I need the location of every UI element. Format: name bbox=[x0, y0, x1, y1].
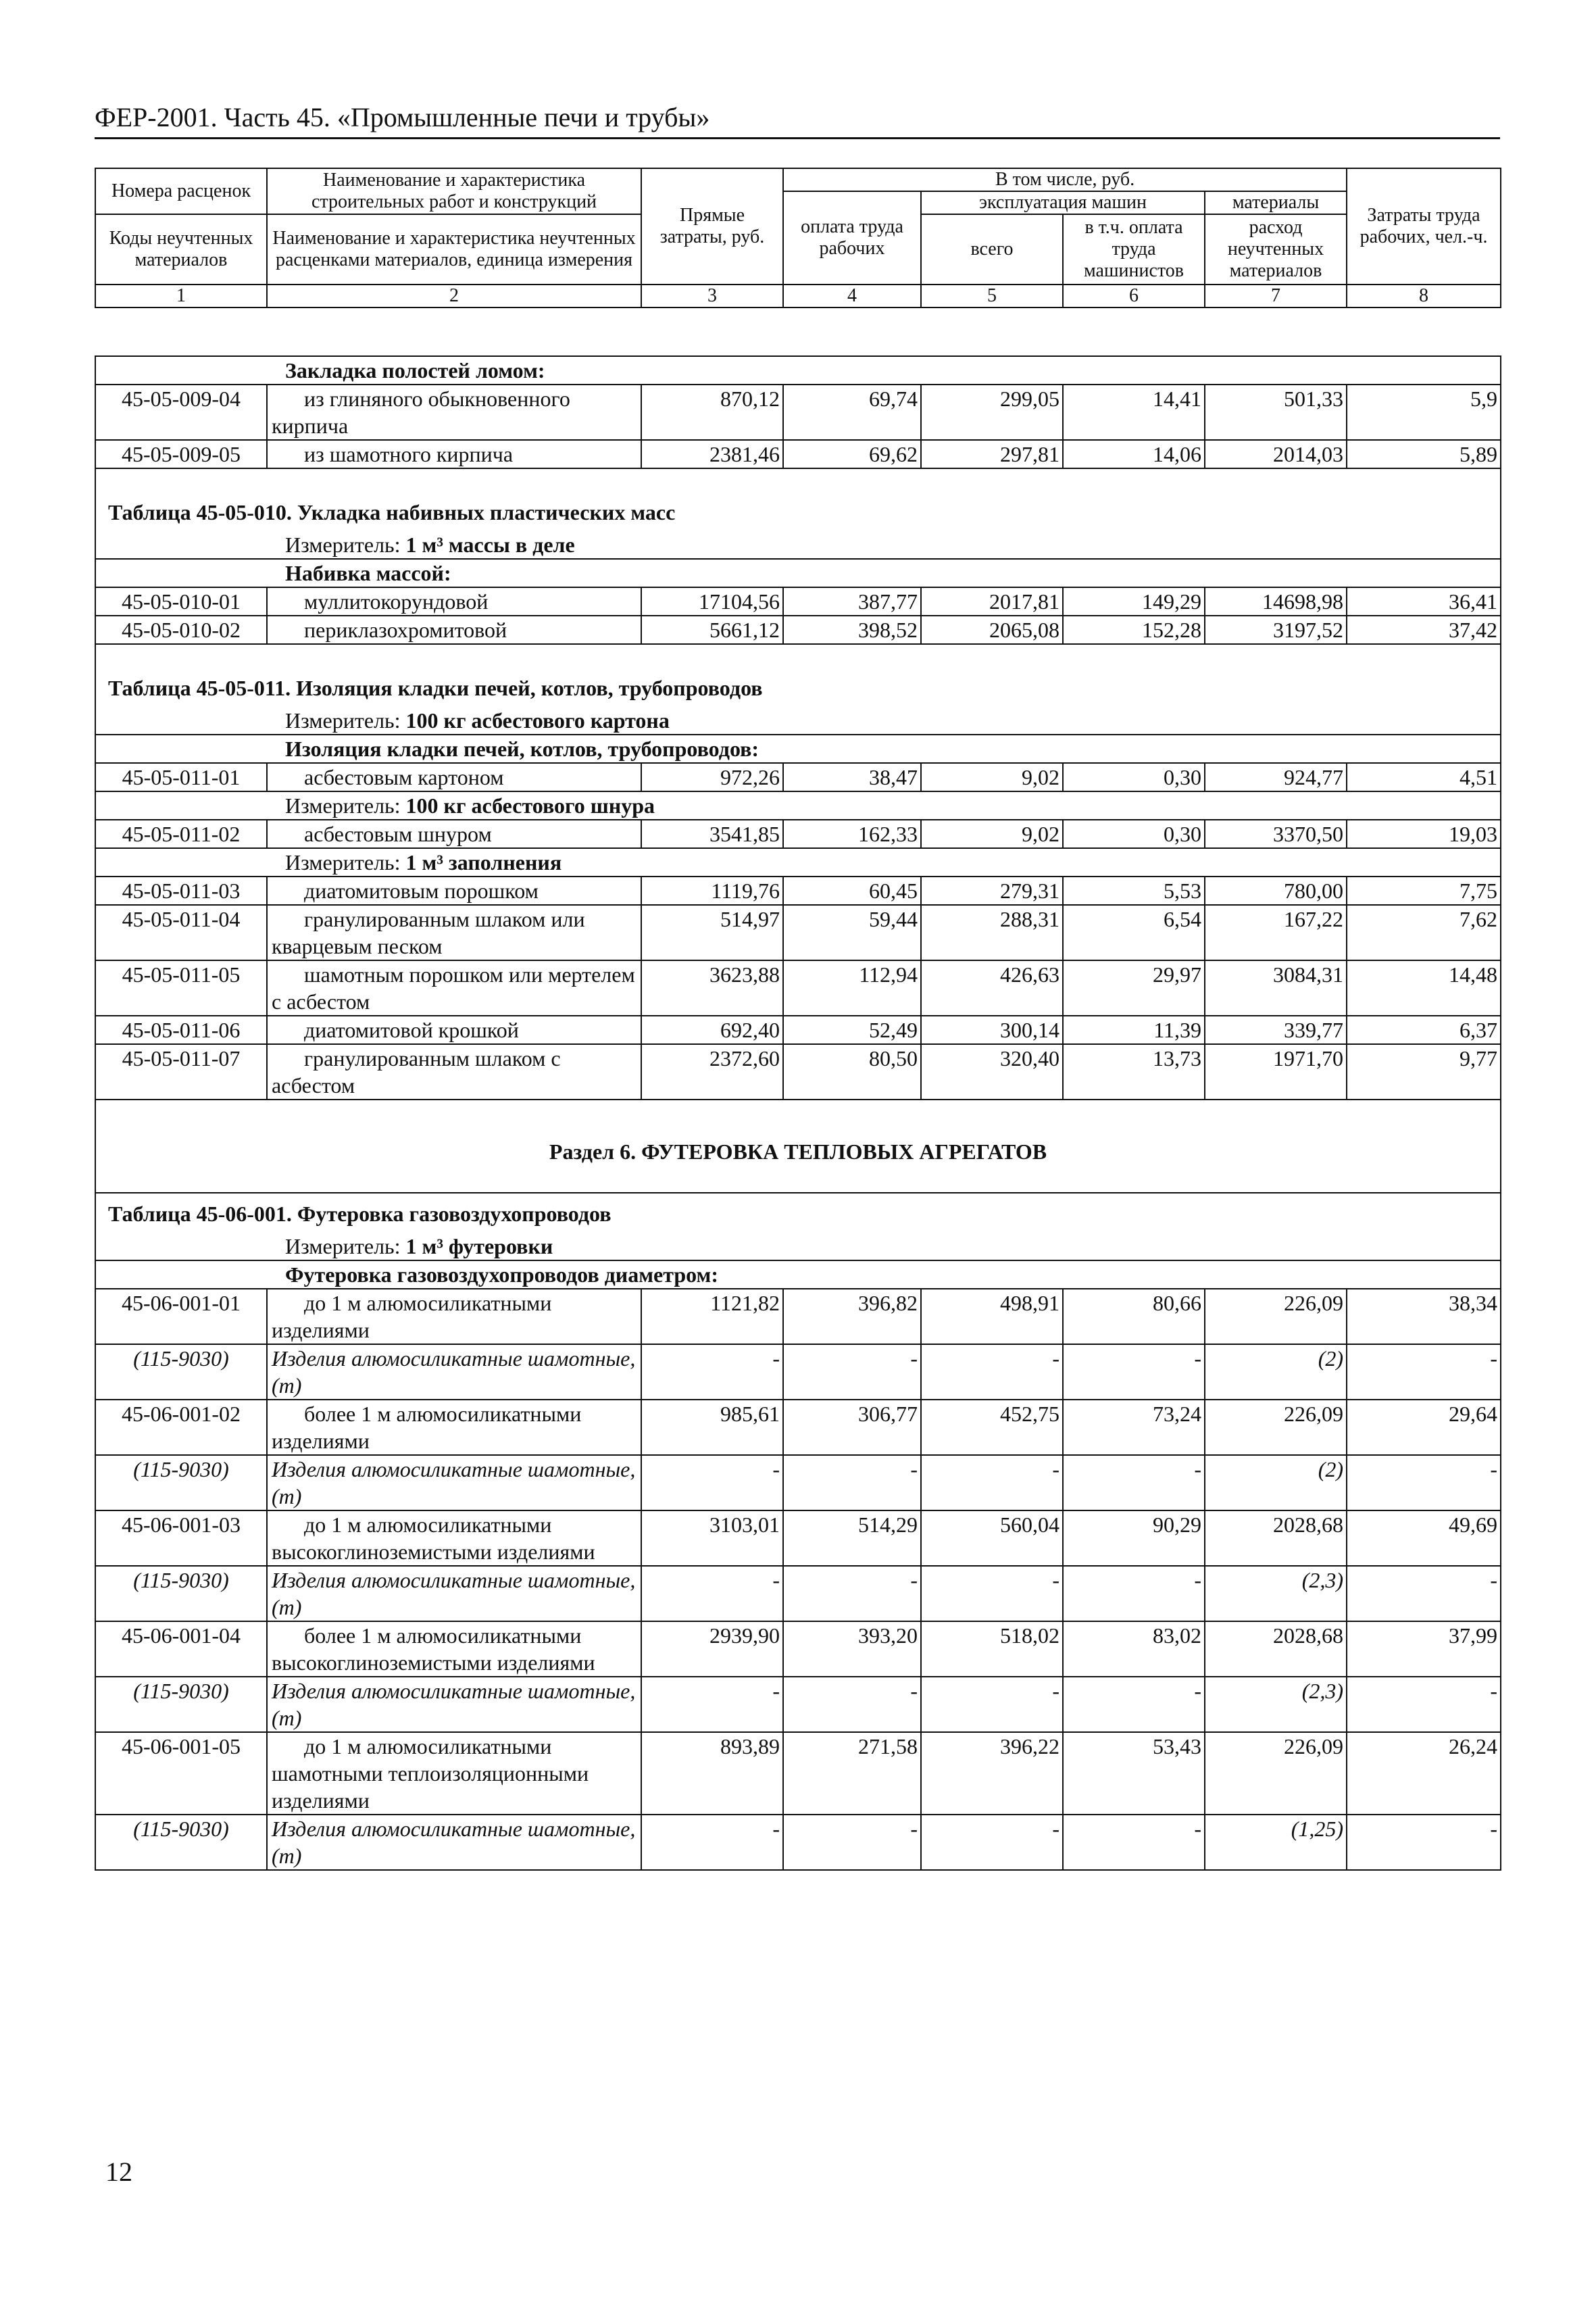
work-name: гранулированным шлаком с асбестом bbox=[267, 1044, 641, 1100]
work-name: до 1 м алюмосиликатными высокоглиноземистыми изделиями bbox=[267, 1510, 641, 1566]
direct-cost: 972,26 bbox=[641, 763, 783, 791]
table-row bbox=[95, 877, 1501, 905]
wages: 396,82 bbox=[783, 1289, 921, 1344]
direct-cost: 2372,60 bbox=[641, 1044, 783, 1100]
labor: - bbox=[1347, 1455, 1501, 1510]
wages: - bbox=[783, 1455, 921, 1510]
material-usage: (1,25) bbox=[1205, 1815, 1347, 1870]
labor: 26,24 bbox=[1347, 1732, 1501, 1815]
table-row bbox=[95, 960, 1501, 1016]
materials: 780,00 bbox=[1205, 877, 1347, 905]
labor: - bbox=[1347, 1566, 1501, 1621]
labor: 19,03 bbox=[1347, 820, 1501, 848]
measurement-unit: Измеритель: 1 м³ футеровки bbox=[95, 1233, 1501, 1260]
materials: 3370,50 bbox=[1205, 820, 1347, 848]
column-number: 5 bbox=[921, 285, 1063, 307]
work-name: более 1 м алюмосиликатными изделиями bbox=[267, 1400, 641, 1455]
column-header-labor: Затраты труда рабочих, чел.-ч. bbox=[1347, 168, 1501, 285]
machines-total: - bbox=[921, 1455, 1063, 1510]
wages: 398,52 bbox=[783, 616, 921, 644]
machines-total: 297,81 bbox=[921, 440, 1063, 468]
machinists-wages: 5,53 bbox=[1063, 877, 1205, 905]
rate-code: 45-05-009-04 bbox=[95, 385, 267, 440]
rate-code: 45-06-001-04 bbox=[95, 1621, 267, 1677]
work-name: асбестовым шнуром bbox=[267, 820, 641, 848]
direct-cost: 514,97 bbox=[641, 905, 783, 960]
column-header-machinists-wages: в т.ч. оплата труда машинистов bbox=[1063, 214, 1205, 285]
machines-total: - bbox=[921, 1344, 1063, 1400]
page-header: ФЕР-2001. Часть 45. «Промышленные печи и трубы» bbox=[95, 101, 1500, 139]
material-usage: (2) bbox=[1205, 1455, 1347, 1510]
table-row bbox=[95, 905, 1501, 960]
table-row bbox=[95, 1621, 1501, 1677]
labor: 37,42 bbox=[1347, 616, 1501, 644]
table-row bbox=[95, 1016, 1501, 1044]
direct-cost: 2939,90 bbox=[641, 1621, 783, 1677]
work-name: до 1 м алюмосиликатными изделиями bbox=[267, 1289, 641, 1344]
direct-cost: 3103,01 bbox=[641, 1510, 783, 1566]
materials: 2014,03 bbox=[1205, 440, 1347, 468]
machinists-wages: 152,28 bbox=[1063, 616, 1205, 644]
work-name: муллитокорундовой bbox=[267, 587, 641, 616]
rate-code: 45-05-010-02 bbox=[95, 616, 267, 644]
rate-code: 45-05-011-04 bbox=[95, 905, 267, 960]
wages: - bbox=[783, 1815, 921, 1870]
work-name: более 1 м алюмосиликатными высокоглиноземистыми изделиями bbox=[267, 1621, 641, 1677]
table-row bbox=[95, 763, 1501, 791]
machines-total: 320,40 bbox=[921, 1044, 1063, 1100]
rate-code: 45-05-009-05 bbox=[95, 440, 267, 468]
material-usage: (2) bbox=[1205, 1344, 1347, 1400]
page-number: 12 bbox=[105, 2157, 132, 2187]
work-name: из глиняного обыкновенного кирпича bbox=[267, 385, 641, 440]
rate-code: 45-05-010-01 bbox=[95, 587, 267, 616]
rate-code: 45-05-011-02 bbox=[95, 820, 267, 848]
materials: 2028,68 bbox=[1205, 1621, 1347, 1677]
wages: 60,45 bbox=[783, 877, 921, 905]
machines-total: 279,31 bbox=[921, 877, 1063, 905]
table-title: Таблица 45-06-001. Футеровка газовоздухопроводов bbox=[95, 1193, 1501, 1233]
labor: 5,89 bbox=[1347, 440, 1501, 468]
direct-cost: 870,12 bbox=[641, 385, 783, 440]
direct-cost: 3541,85 bbox=[641, 820, 783, 848]
machinists-wages: - bbox=[1063, 1677, 1205, 1732]
material-usage: (2,3) bbox=[1205, 1566, 1347, 1621]
labor: 37,99 bbox=[1347, 1621, 1501, 1677]
machinists-wages: 29,97 bbox=[1063, 960, 1205, 1016]
column-header-direct-cost: Прямые затраты, руб. bbox=[641, 168, 783, 285]
machinists-wages: - bbox=[1063, 1455, 1205, 1510]
rate-code: 45-05-011-06 bbox=[95, 1016, 267, 1044]
wages: 514,29 bbox=[783, 1510, 921, 1566]
material-code: (115-9030) bbox=[95, 1455, 267, 1510]
machinists-wages: 83,02 bbox=[1063, 1621, 1205, 1677]
rate-code: 45-05-011-07 bbox=[95, 1044, 267, 1100]
materials: 3084,31 bbox=[1205, 960, 1347, 1016]
wages: 52,49 bbox=[783, 1016, 921, 1044]
work-name: до 1 м алюмосиликатными шамотными теплоизоляционными изделиями bbox=[267, 1732, 641, 1815]
machines-total: 300,14 bbox=[921, 1016, 1063, 1044]
rate-code: 45-05-011-03 bbox=[95, 877, 267, 905]
materials: 501,33 bbox=[1205, 385, 1347, 440]
labor: 7,62 bbox=[1347, 905, 1501, 960]
section-title: Раздел 6. ФУТЕРОВКА ТЕПЛОВЫХ АГРЕГАТОВ bbox=[95, 1100, 1501, 1193]
labor: 29,64 bbox=[1347, 1400, 1501, 1455]
resource-row bbox=[95, 1455, 1501, 1510]
column-header-materials: материалы bbox=[1205, 191, 1347, 214]
machinists-wages: 80,66 bbox=[1063, 1289, 1205, 1344]
rates-table bbox=[95, 355, 1501, 1871]
rate-code: 45-05-011-05 bbox=[95, 960, 267, 1016]
machinists-wages: 0,30 bbox=[1063, 820, 1205, 848]
table-row bbox=[95, 616, 1501, 644]
direct-cost: - bbox=[641, 1344, 783, 1400]
materials: 924,77 bbox=[1205, 763, 1347, 791]
measurement-unit: Измеритель: 100 кг асбестового картона bbox=[95, 707, 1501, 735]
labor: - bbox=[1347, 1815, 1501, 1870]
resource-row bbox=[95, 1566, 1501, 1621]
materials: 339,77 bbox=[1205, 1016, 1347, 1044]
measurement-unit: Измеритель: 1 м³ заполнения bbox=[95, 848, 1501, 877]
table-title: Таблица 45-05-010. Укладка набивных пластических масс bbox=[95, 468, 1501, 531]
materials: 3197,52 bbox=[1205, 616, 1347, 644]
labor: 49,69 bbox=[1347, 1510, 1501, 1566]
resource-row bbox=[95, 1677, 1501, 1732]
column-header-machines: эксплуатация машин bbox=[921, 191, 1205, 214]
wages: 393,20 bbox=[783, 1621, 921, 1677]
rate-code: 45-05-011-01 bbox=[95, 763, 267, 791]
machinists-wages: 13,73 bbox=[1063, 1044, 1205, 1100]
table-row bbox=[95, 1732, 1501, 1815]
labor: 6,37 bbox=[1347, 1016, 1501, 1044]
materials: 1971,70 bbox=[1205, 1044, 1347, 1100]
wages: 80,50 bbox=[783, 1044, 921, 1100]
work-name: шамотным порошком или мертелем с асбестом bbox=[267, 960, 641, 1016]
material-name: Изделия алюмосиликатные шамотные, (т) bbox=[267, 1677, 641, 1732]
machines-total: 288,31 bbox=[921, 905, 1063, 960]
machines-total: 9,02 bbox=[921, 763, 1063, 791]
table-row bbox=[95, 1289, 1501, 1344]
machines-total: 2065,08 bbox=[921, 616, 1063, 644]
group-heading: Футеровка газовоздухопроводов диаметром: bbox=[95, 1260, 1501, 1289]
labor: 7,75 bbox=[1347, 877, 1501, 905]
materials: 226,09 bbox=[1205, 1289, 1347, 1344]
direct-cost: 3623,88 bbox=[641, 960, 783, 1016]
labor: - bbox=[1347, 1677, 1501, 1732]
group-heading: Набивка массой: bbox=[95, 559, 1501, 587]
materials: 2028,68 bbox=[1205, 1510, 1347, 1566]
column-number: 8 bbox=[1347, 285, 1501, 307]
material-code: (115-9030) bbox=[95, 1344, 267, 1400]
machinists-wages: 149,29 bbox=[1063, 587, 1205, 616]
machines-total: 560,04 bbox=[921, 1510, 1063, 1566]
work-name: асбестовым картоном bbox=[267, 763, 641, 791]
machinists-wages: 14,06 bbox=[1063, 440, 1205, 468]
wages: 271,58 bbox=[783, 1732, 921, 1815]
machinists-wages: 53,43 bbox=[1063, 1732, 1205, 1815]
work-name: гранулированным шлаком или кварцевым песком bbox=[267, 905, 641, 960]
wages: - bbox=[783, 1677, 921, 1732]
column-number: 4 bbox=[783, 285, 921, 307]
machines-total: 2017,81 bbox=[921, 587, 1063, 616]
machines-total: 452,75 bbox=[921, 1400, 1063, 1455]
wages: 306,77 bbox=[783, 1400, 921, 1455]
material-name: Изделия алюмосиликатные шамотные, (т) bbox=[267, 1455, 641, 1510]
direct-cost: - bbox=[641, 1677, 783, 1732]
rate-code: 45-06-001-02 bbox=[95, 1400, 267, 1455]
material-code: (115-9030) bbox=[95, 1677, 267, 1732]
column-number: 2 bbox=[267, 285, 641, 307]
machinists-wages: 0,30 bbox=[1063, 763, 1205, 791]
table-row bbox=[95, 1400, 1501, 1455]
material-usage: (2,3) bbox=[1205, 1677, 1347, 1732]
wages: 69,74 bbox=[783, 385, 921, 440]
column-number: 3 bbox=[641, 285, 783, 307]
machinists-wages: 11,39 bbox=[1063, 1016, 1205, 1044]
machines-total: 498,91 bbox=[921, 1289, 1063, 1344]
resource-row bbox=[95, 1344, 1501, 1400]
table-row bbox=[95, 440, 1501, 468]
machinists-wages: 6,54 bbox=[1063, 905, 1205, 960]
direct-cost: - bbox=[641, 1566, 783, 1621]
labor: 5,9 bbox=[1347, 385, 1501, 440]
work-name: диатомитовым порошком bbox=[267, 877, 641, 905]
work-name: из шамотного кирпича bbox=[267, 440, 641, 468]
machinists-wages: 14,41 bbox=[1063, 385, 1205, 440]
machines-total: 299,05 bbox=[921, 385, 1063, 440]
direct-cost: - bbox=[641, 1815, 783, 1870]
table-row bbox=[95, 820, 1501, 848]
wages: - bbox=[783, 1344, 921, 1400]
group-heading: Изоляция кладки печей, котлов, трубопроводов: bbox=[95, 735, 1501, 763]
column-header-group: В том числе, руб. bbox=[783, 168, 1347, 191]
measurement-unit: Измеритель: 1 м³ массы в деле bbox=[95, 531, 1501, 559]
rate-code: 45-06-001-01 bbox=[95, 1289, 267, 1344]
direct-cost: 692,40 bbox=[641, 1016, 783, 1044]
wages: 162,33 bbox=[783, 820, 921, 848]
machines-total: - bbox=[921, 1566, 1063, 1621]
wages: - bbox=[783, 1566, 921, 1621]
machines-total: - bbox=[921, 1677, 1063, 1732]
labor: 38,34 bbox=[1347, 1289, 1501, 1344]
material-name: Изделия алюмосиликатные шамотные, (т) bbox=[267, 1815, 641, 1870]
rate-code: 45-06-001-03 bbox=[95, 1510, 267, 1566]
direct-cost: 5661,12 bbox=[641, 616, 783, 644]
column-header-work-name: Наименование и характеристика строительных работ и конструкций bbox=[267, 168, 641, 214]
materials: 14698,98 bbox=[1205, 587, 1347, 616]
machinists-wages: 73,24 bbox=[1063, 1400, 1205, 1455]
direct-cost: 1121,82 bbox=[641, 1289, 783, 1344]
column-number: 6 bbox=[1063, 285, 1205, 307]
column-header-material-usage: расход неучтенных материалов bbox=[1205, 214, 1347, 285]
machines-total: 518,02 bbox=[921, 1621, 1063, 1677]
materials: 167,22 bbox=[1205, 905, 1347, 960]
machines-total: 9,02 bbox=[921, 820, 1063, 848]
column-number: 1 bbox=[95, 285, 267, 307]
labor: 36,41 bbox=[1347, 587, 1501, 616]
table-row bbox=[95, 1510, 1501, 1566]
machines-total: 396,22 bbox=[921, 1732, 1063, 1815]
column-header-rate-number: Номера расценок bbox=[95, 168, 267, 214]
rate-code: 45-06-001-05 bbox=[95, 1732, 267, 1815]
labor: 14,48 bbox=[1347, 960, 1501, 1016]
machinists-wages: - bbox=[1063, 1566, 1205, 1621]
column-header bbox=[95, 168, 1501, 308]
column-header-wages: оплата труда рабочих bbox=[783, 191, 921, 285]
direct-cost: 893,89 bbox=[641, 1732, 783, 1815]
labor: - bbox=[1347, 1344, 1501, 1400]
wages: 38,47 bbox=[783, 763, 921, 791]
material-name: Изделия алюмосиликатные шамотные, (т) bbox=[267, 1566, 641, 1621]
labor: 9,77 bbox=[1347, 1044, 1501, 1100]
column-header-material-name: Наименование и характеристика неучтенных расценками материалов, единица измерения bbox=[267, 214, 641, 285]
table-row bbox=[95, 385, 1501, 440]
table-title: Таблица 45-05-011. Изоляция кладки печей, котлов, трубопроводов bbox=[95, 644, 1501, 707]
column-header-material-codes: Коды неучтенных материалов bbox=[95, 214, 267, 285]
resource-row bbox=[95, 1815, 1501, 1870]
material-code: (115-9030) bbox=[95, 1815, 267, 1870]
material-name: Изделия алюмосиликатные шамотные, (т) bbox=[267, 1344, 641, 1400]
direct-cost: 2381,46 bbox=[641, 440, 783, 468]
machines-total: 426,63 bbox=[921, 960, 1063, 1016]
material-code: (115-9030) bbox=[95, 1566, 267, 1621]
column-header-machines-total: всего bbox=[921, 214, 1063, 285]
direct-cost: 985,61 bbox=[641, 1400, 783, 1455]
measurement-unit: Измеритель: 100 кг асбестового шнура bbox=[95, 791, 1501, 820]
machines-total: - bbox=[921, 1815, 1063, 1870]
machinists-wages: - bbox=[1063, 1344, 1205, 1400]
direct-cost: 1119,76 bbox=[641, 877, 783, 905]
materials: 226,09 bbox=[1205, 1400, 1347, 1455]
wages: 69,62 bbox=[783, 440, 921, 468]
direct-cost: 17104,56 bbox=[641, 587, 783, 616]
machinists-wages: - bbox=[1063, 1815, 1205, 1870]
work-name: диатомитовой крошкой bbox=[267, 1016, 641, 1044]
wages: 59,44 bbox=[783, 905, 921, 960]
group-heading: Закладка полостей ломом: bbox=[95, 356, 1501, 385]
wages: 112,94 bbox=[783, 960, 921, 1016]
machinists-wages: 90,29 bbox=[1063, 1510, 1205, 1566]
work-name: периклазохромитовой bbox=[267, 616, 641, 644]
wages: 387,77 bbox=[783, 587, 921, 616]
column-number: 7 bbox=[1205, 285, 1347, 307]
labor: 4,51 bbox=[1347, 763, 1501, 791]
materials: 226,09 bbox=[1205, 1732, 1347, 1815]
direct-cost: - bbox=[641, 1455, 783, 1510]
table-row bbox=[95, 587, 1501, 616]
table-row bbox=[95, 1044, 1501, 1100]
